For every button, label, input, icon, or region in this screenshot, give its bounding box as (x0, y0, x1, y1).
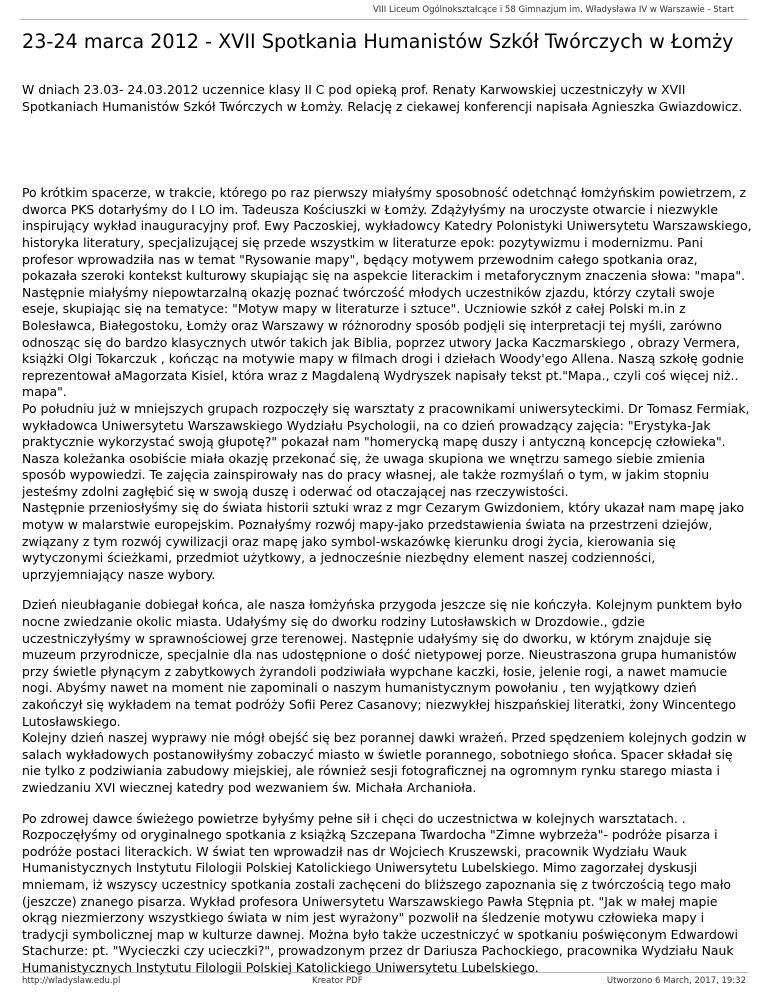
footer-url-link[interactable]: http://wladyslaw.edu.pl (22, 976, 121, 986)
article-paragraph: Kolejny dzień naszej wyprawy nie mógł obejść się bez porannej dawki wrażeń. Przed spędzeniem kolejnych godzin w salach wykładowych postanowiłyśmy zobaczyć miasto w świetle porannego, sobotniego słońca. Spacer składał się nie tylko z podziwiania zabudowy miejskiej, ale również sesji fotograficznej na ogromnym rynku starego miasta i zwiedzaniu XVI wiecznej katedry pod wezwaniem św. Michała Archanioła. (22, 730, 747, 795)
footer-created-date: Utworzono 6 March, 2017, 19:32 (606, 976, 746, 986)
site-header: VIII Liceum Ogólnokształcące i 58 Gimnazjum im. Władysława IV w Warszawie - Start (372, 5, 734, 15)
article-intro: W dniach 23.03- 24.03.2012 uczennice klasy II C pod opieką prof. Renaty Karwowskiej uczestniczyły w XVII Spotkaniach Humanistów Szkół Twórczych w Łomży. Relację z ciekawej konferencji napisała Agnieszka Gwiazdowicz. (22, 82, 743, 114)
article-body (22, 82, 752, 977)
header-divider (20, 19, 748, 20)
article-paragraph: Następnie przeniosłyśmy się do świata historii sztuki wraz z mgr Cezarym Gwizdoniem, który ukazał nam mapę jako motyw w malarstwie europejskim. Poznałyśmy rozwój mapy-jako przedstawienia świata na przestrzeni dziejów, związany z tym rozwój cywilizacji oraz mapę jako symbol-wskazówkę kierunku drogi życia, kierowania się wytyczonymi ścieżkami, przedmiot użytkowy, a jednocześnie niezbędny element naszej codzienności, uprzyjemniający nasze wybory. (22, 500, 745, 582)
article-title: 23-24 marca 2012 - XVII Spotkania Humanistów Szkół Twórczych w Łomży (22, 30, 734, 53)
article-paragraph: Po krótkim spacerze, w trakcie, którego po raz pierwszy miałyśmy sposobność odetchnąć łomżyńskim powietrzem, z dworca PKS dotarłyśmy do I LO im. Tadeusza Kościuszki w Łomży. Zdążyłyśmy na uroczyste otwarcie i niezwykle inspirujący wykład inauguracyjny prof. Ewy Paczoskiej, wykładowcy Katedry Polonistyki Uniwersytetu Warszawskiego, historyka literatury, specjalizującej się przede wszystkim w literaturze epok: pozytywizmu i modernizmu. Pani profesor wprowadziła nas w temat "Rysowanie mapy", będący motywem przewodnim całego spotkania oraz, pokazała szeroki kontekst kulturowy skupiając się na aspekcie literackim i metaforycznym znaczenia słowa: "mapa". Następnie miałyśmy niepowtarzalną okazję poznać twórczość młodych uczestników zjazdu, którzy czytali swoje eseje, skupiając się na tematyce: "Motyw mapy w literaturze i sztuce". Uczniowie szkół z całej Polski m.in z Bolesławca, Białegostoku, Łomży oraz Warszawy w różnorodny sposób podjęli się interpretacji tej myśli, zarówno odnosząc się do bardzo klasycznych utwór takich jak Biblia, poprzez utwory Jacka Kaczmarskiego , obrazy Vermera, książki Olgi Tokarczuk , kończąc na motywie mapy w filmach drogi i dziełach Woody'ego Allena. Naszą szkołę godnie reprezentował aMagorzata Kisiel, która wraz z Magdaleną Wydryszek napisały tekst pt."Mapa., czyli coś więcej niż.. mapa". (22, 185, 752, 400)
footer-generator: Kreator PDF (312, 976, 363, 986)
footer-divider (20, 972, 748, 973)
article-paragraph: Dzień nieubłaganie dobiegał końca, ale nasza łomżyńska przygoda jeszcze się nie kończyła. Kolejnym punktem było nocne zwiedzanie okolic miasta. Udałyśmy się do dworku rodziny Lutosławskich w Drozdowie., gdzie uczestniczyłyśmy w sprawnościowej grze terenowej. Następnie udałyśmy się do dworku, w którym znajduje się muzeum przyrodnicze, specjalnie dla nas udostępnione o dość nietypowej porze. Nieustraszona grupa humanistów przy świetle płynącym z zabytkowych żyrandoli podziwiała wypchane kaczki, łosie, jelenie rogi, a nawet mamucie nogi. Abyśmy nawet na moment nie zapominali o naszym humanistycznym powołaniu , ten wyjątkowy dzień zakończył się wykładem na temat podróży Sofii Perez Casanovy; niezwykłej hiszpańskiej literatki, żony Wincentego Lutosławskiego. (22, 597, 743, 729)
article-paragraph: Po zdrowej dawce świeżego powietrze byłyśmy pełne sił i chęci do uczestnictwa w kolejnych warsztatach. . Rozpoczęłyśmy od oryginalnego spotkania z książką Szczepana Twardocha "Zimne wybrzeża"- podróże pisarza i podróże postaci literackich. W świat ten wprowadził nas dr Wojciech Kruszewski, pracownik Wydziału Wauk Humanistycznych Instytutu Filologii Polskiej Katolickiego Uniwersytetu Lubelskiego. Mimo zagorzałej dyskusji mniemam, iż wszyscy uczestnicy spotkania zostali zachęceni do bliższego zapoznania się z twórczością tego mało (jeszcze) znanego pisarza. Wykład profesora Uniwersytetu Warszawskiego Pawła Stępnia pt. "Jak w małej mapie okrąg niezmierzony wszystkiego świata w nim jest wyrażony" pozwolił na śledzenie motywu człowieka mapy i tradycji symbolicznej map w kulturze dawnej. Można było także uczestniczyć w spotkaniu poświęconym Edwardowi Stachurze: pt. "Wycieczki czy ucieczki?", prowadzonym przez dr Dariusza Pachockiego, pracownika Wydziału Nauk Humanistycznych Instytutu Filologii Polskiej Katolickiego Uniwersytetu Lubelskiego. (22, 810, 739, 975)
article-paragraph: Po południu już w mniejszych grupach rozpoczęły się warsztaty z pracownikami uniwersyteckimi. Dr Tomasz Fermiak, wykładowca Uniwersytetu Warszawskiego Wydziału Psychologii, na co dzień prowadzący zajęcia: "Erystyka-Jak praktycznie wykorzystać swoją głupotę?" pokazał nam "homerycką mapę duszy i antyczną koncepcję człowieka". Nasza koleżanka osobiście miała okazję przekonać się, że uwaga skupiona we wnętrzu samego siebie zmienia sposób wypowiedzi. Te zajęcia zainspirowały nas do pracy własnej, ale także rozmyślań o tym, w jakim stopniu jesteśmy zdolni zagłębić się w swoją duszę i oderwać od otaczającej nas rzeczywistości. (22, 400, 750, 499)
